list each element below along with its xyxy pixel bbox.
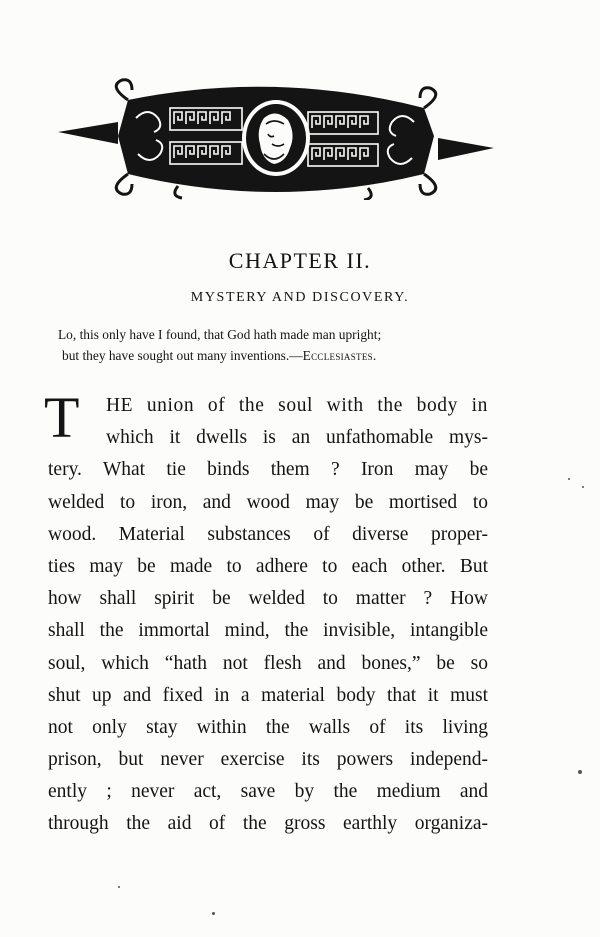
paragraph-line: prison, but never exercise its powers independ- (48, 749, 488, 771)
paragraph-line: which it dwells is an unfathomable mys- (106, 427, 488, 449)
paper-speck (568, 478, 570, 480)
chapter-subtitle: MYSTERY AND DISCOVERY. (190, 290, 410, 305)
drop-cap: T (44, 385, 80, 450)
paper-speck (582, 486, 584, 488)
paragraph-line: ties may be made to adhere to each other. But (48, 555, 488, 577)
paragraph-line: soul, which “hath not flesh and bones,” be so (48, 652, 488, 674)
paragraph-line: how shall spirit be welded to matter ? How (48, 588, 488, 610)
paragraph-line: shall the immortal mind, the invisible, intangible (48, 620, 488, 642)
headpiece-ornament-icon (58, 78, 494, 200)
paragraph-line: shut up and fixed in a material body that it must (48, 684, 488, 706)
epigraph-text: but they have sought out many inventions.— (62, 348, 303, 363)
epigraph-line (58, 345, 488, 366)
paragraph-line: through the aid of the gross earthly organiza- (48, 813, 488, 835)
epigraph (58, 324, 488, 366)
paragraph-line: HE union of the soul with the body in (106, 395, 488, 416)
paper-speck (212, 912, 215, 915)
paragraph-line: not only stay within the walls of its living (48, 716, 488, 738)
paragraph-line: tery. What tie binds them ? Iron may be (48, 459, 488, 481)
paragraph-line: wood. Material substances of diverse proper- (48, 523, 488, 545)
paper-speck (578, 770, 582, 774)
paper-speck (118, 886, 120, 888)
paragraph-line: welded to iron, and wood may be mortised to (48, 491, 488, 513)
epigraph-source: Ecclesiastes. (302, 348, 377, 363)
paragraph-line: ently ; never act, save by the medium and (48, 781, 488, 803)
epigraph-line: Lo, this only have I found, that God hath made man upright; (58, 327, 382, 342)
body-paragraph (44, 385, 488, 841)
chapter-title: CHAPTER II. (228, 248, 372, 273)
